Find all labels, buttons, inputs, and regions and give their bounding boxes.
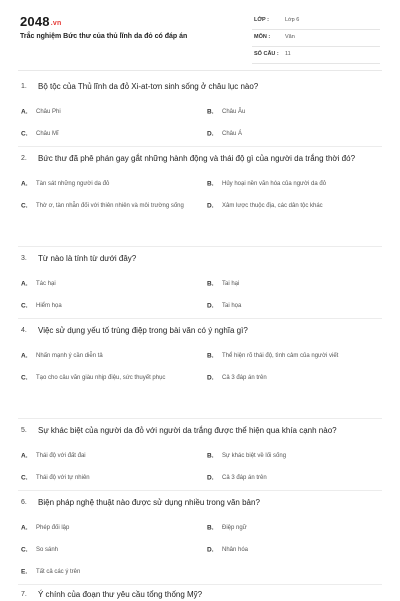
option-text: Tạo cho câu văn giàu nhịp điệu, sức thuyết phục	[36, 374, 166, 381]
question-stem: Việc sử dụng yếu tố trùng điệp trong bài văn có ý nghĩa gì?	[38, 326, 248, 335]
meta-value: 11	[285, 51, 291, 57]
question-stem: Ý chính của đoạn thư yêu cầu tổng thống Mỹ?	[38, 590, 203, 599]
option-letter: C.	[21, 546, 28, 554]
option-letter: D.	[207, 302, 214, 310]
option-a[interactable]	[18, 517, 196, 539]
question-2	[18, 152, 382, 217]
option-a[interactable]	[18, 173, 196, 195]
question-number: 6.	[21, 499, 27, 506]
option-b[interactable]	[204, 173, 382, 195]
question-number: 7.	[21, 591, 27, 598]
option-letter: B.	[207, 352, 214, 360]
option-letter: E.	[21, 568, 28, 576]
question-divider	[18, 490, 382, 491]
option-text: Châu Mĩ	[36, 130, 59, 137]
question-5	[18, 424, 382, 489]
option-text: Tác hại	[36, 280, 56, 287]
option-letter: A.	[21, 524, 28, 532]
option-text: Cả 3 đáp án trên	[222, 374, 267, 381]
question-stem: Bộ tộc của Thủ lĩnh da đỏ Xi-at-tơn sinh sống ở châu lục nào?	[38, 82, 259, 91]
option-d[interactable]	[204, 467, 382, 489]
option-letter: B.	[207, 452, 214, 460]
header-divider	[18, 70, 382, 71]
question-stem: Sự khác biệt của người da đỏ với người da trắng được thể hiện qua khía cạnh nào?	[38, 426, 337, 435]
question-text	[18, 80, 382, 93]
option-letter: B.	[207, 524, 214, 532]
question-number: 3.	[21, 255, 27, 262]
option-text: Điệp ngữ	[222, 524, 247, 531]
meta-value: Văn	[285, 34, 295, 40]
logo-suffix: .vn	[50, 20, 62, 27]
option-text: Thái độ với tự nhiên	[36, 474, 90, 481]
question-divider	[18, 318, 382, 319]
option-letter: D.	[207, 546, 214, 554]
option-letter: C.	[21, 302, 28, 310]
meta-label: MÔN :	[254, 34, 271, 40]
option-letter: C.	[21, 474, 28, 482]
option-text: Phép đối lập	[36, 524, 70, 531]
option-d[interactable]	[204, 539, 382, 561]
option-text: Châu Âu	[222, 108, 246, 115]
option-text: Cả 3 đáp án trên	[222, 474, 267, 481]
option-b[interactable]	[204, 445, 382, 467]
meta-info	[252, 13, 380, 64]
option-c[interactable]	[18, 195, 196, 217]
meta-row-class	[252, 13, 380, 30]
question-number: 1.	[21, 83, 27, 90]
meta-label: SỐ CÂU :	[254, 51, 279, 57]
option-letter: A.	[21, 452, 28, 460]
option-letter: A.	[21, 280, 28, 288]
question-stem: Từ nào là tính từ dưới đây?	[38, 254, 137, 263]
option-text: Tất cả các ý trên	[36, 568, 81, 575]
question-4	[18, 324, 382, 389]
options-list	[18, 445, 382, 489]
option-d[interactable]	[204, 123, 382, 145]
document-title: Trắc nghiệm Bức thư của thủ lĩnh da đỏ có đáp án	[20, 33, 188, 40]
question-divider	[18, 146, 382, 147]
option-text: Châu Phi	[36, 108, 61, 115]
option-text: Tai hại	[222, 280, 240, 287]
meta-row-subject	[252, 30, 380, 47]
option-text: Châu Á	[222, 130, 243, 137]
option-letter: B.	[207, 180, 214, 188]
option-letter: B.	[207, 280, 214, 288]
option-b[interactable]	[204, 345, 382, 367]
option-letter: C.	[21, 130, 28, 138]
option-c[interactable]	[18, 467, 196, 489]
question-stem: Bức thư đã phê phán gay gắt những hành động và thái độ gì của người da trắng thời đó?	[38, 154, 356, 163]
page-header	[0, 0, 400, 66]
option-text: Thờ ơ, tàn nhẫn đối với thiên nhiên và môi trường sống	[36, 202, 184, 209]
option-text: Tàn sát những người da đỏ	[36, 180, 110, 187]
option-text: Tai họa	[222, 302, 242, 309]
option-a[interactable]	[18, 273, 196, 295]
option-text: Nhấn mạnh ý cần diễn tả	[36, 352, 103, 359]
option-letter: A.	[21, 108, 28, 116]
option-d[interactable]	[204, 195, 382, 217]
option-a[interactable]	[18, 345, 196, 367]
meta-label: LỚP :	[254, 17, 269, 23]
question-text	[18, 588, 382, 601]
option-c[interactable]	[18, 123, 196, 145]
options-list	[18, 173, 382, 217]
question-text	[18, 424, 382, 437]
option-text: Hủy hoại nền văn hóa của người da đỏ	[222, 180, 327, 187]
question-text	[18, 152, 382, 165]
question-6	[18, 496, 382, 583]
question-number: 2.	[21, 155, 27, 162]
option-text: Thể hiện rõ thái độ, tình cảm của người viết	[222, 352, 339, 359]
option-c[interactable]	[18, 295, 196, 317]
question-divider	[18, 246, 382, 247]
option-letter: A.	[21, 180, 28, 188]
option-text: So sánh	[36, 546, 59, 553]
question-divider	[18, 584, 382, 585]
option-text: Sự khác biệt về lối sống	[222, 452, 287, 459]
option-c[interactable]	[18, 539, 196, 561]
question-7	[18, 588, 382, 601]
question-number: 4.	[21, 327, 27, 334]
question-text	[18, 324, 382, 337]
meta-row-count	[252, 47, 380, 64]
option-text: Xâm lược thuộc địa, các dân tộc khác	[222, 202, 323, 209]
question-1	[18, 80, 382, 145]
option-letter: D.	[207, 374, 214, 382]
option-text: Hiểm họa	[36, 302, 62, 309]
question-stem: Biện pháp nghệ thuật nào được sử dụng nhiều trong văn bản?	[38, 498, 260, 507]
option-e[interactable]	[18, 561, 196, 583]
option-a[interactable]	[18, 101, 196, 123]
logo-text: 2048	[20, 14, 50, 29]
option-text: Nhân hóa	[222, 546, 249, 553]
options-list	[18, 101, 382, 145]
question-number: 5.	[21, 427, 27, 434]
option-letter: C.	[21, 374, 28, 382]
option-letter: D.	[207, 474, 214, 482]
option-b[interactable]	[204, 101, 382, 123]
option-letter: D.	[207, 202, 214, 210]
option-letter: B.	[207, 108, 214, 116]
option-letter: D.	[207, 130, 214, 138]
options-list	[18, 345, 382, 389]
question-divider	[18, 418, 382, 419]
option-letter: A.	[21, 352, 28, 360]
option-b[interactable]	[204, 273, 382, 295]
option-b[interactable]	[204, 517, 382, 539]
question-text	[18, 496, 382, 509]
option-text: Thái độ với đất đai	[36, 452, 86, 459]
option-d[interactable]	[204, 367, 382, 389]
option-c[interactable]	[18, 367, 196, 389]
meta-value: Lớp 6	[285, 17, 300, 23]
options-list	[18, 273, 382, 317]
site-logo[interactable]	[20, 14, 61, 29]
options-list	[18, 517, 382, 583]
option-d[interactable]	[204, 295, 382, 317]
question-text	[18, 252, 382, 265]
option-letter: C.	[21, 202, 28, 210]
question-3	[18, 252, 382, 317]
option-a[interactable]	[18, 445, 196, 467]
